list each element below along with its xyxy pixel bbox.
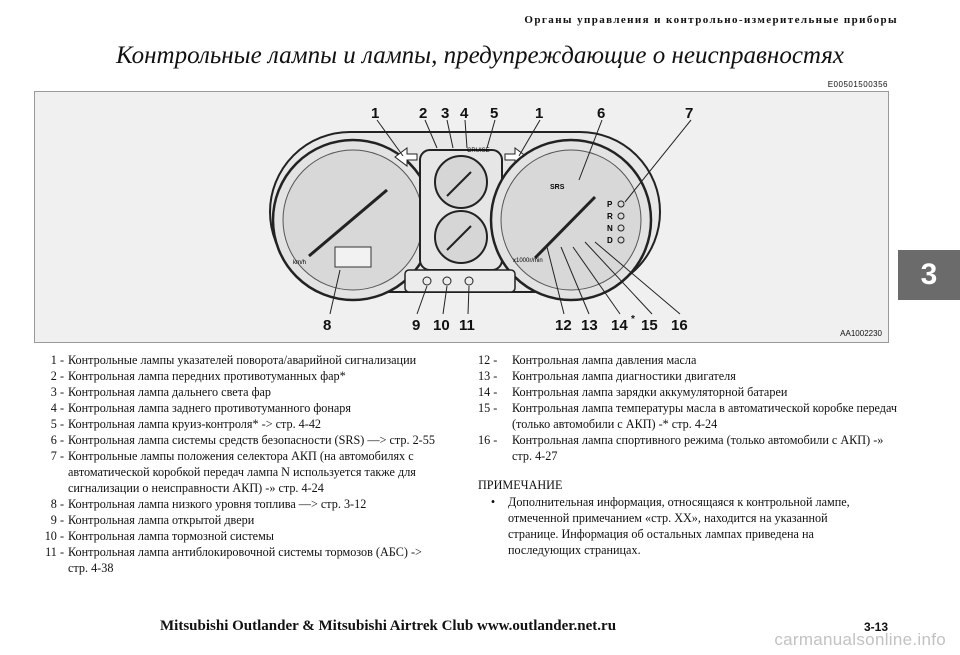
callout-1-left: 1 (371, 105, 380, 122)
list-item: 2 - Контрольная лампа передних противотуманных фар* (50, 369, 346, 383)
callout-asterisk: * (631, 314, 635, 325)
speedometer-display (335, 247, 371, 267)
note-body: Дополнительная информация, относящаяся к контрольной лампе, отмеченной примечанием «стр. ХХ», находится на указанной странице. Информация об остальных лампах приведена на последующих страницах. (508, 495, 850, 557)
watermark: carmanualsonline.info (774, 630, 946, 649)
callout-16: 16 (671, 317, 688, 334)
list-item: 16 - Контрольная лампа спортивного режима (только автомобили с АКП) -» стр. 4-27 (478, 433, 884, 463)
callout-5: 5 (490, 105, 499, 122)
list-item: 8 - Контрольная лампа низкого уровня топлива —> стр. 3-12 (50, 497, 367, 511)
note-bullet: • (490, 495, 496, 509)
instrument-cluster-figure (34, 91, 889, 343)
callout-14: 14 (611, 317, 628, 334)
cruise-label: CRUISE (467, 148, 490, 154)
svg-text:P: P (607, 200, 613, 209)
svg-text:N: N (607, 224, 613, 233)
chapter-tab: 3 (898, 250, 960, 300)
callout-11: 11 (459, 317, 475, 334)
callout-9: 9 (412, 317, 421, 334)
footer-club-link[interactable]: Mitsubishi Outlander & Mitsubishi Airtrek Club www.outlander.net.ru (160, 618, 617, 634)
callout-1-right: 1 (535, 105, 544, 122)
note-text (478, 494, 878, 558)
list-item: 13 - Контрольная лампа диагностики двигателя (478, 369, 736, 383)
lamp-list-left (40, 352, 440, 576)
callout-8: 8 (323, 317, 332, 334)
page-number: 3-13 (863, 620, 888, 634)
list-item: 3 - Контрольная лампа дальнего света фар (50, 385, 272, 399)
list-item: 6 - Контрольная лампа системы средств безопасности (SRS) —> стр. 2-55 (50, 433, 435, 447)
list-item: 15 - Контрольная лампа температуры масла в автоматической коробке передач (только автомобили с АКП) -* стр. 4-24 (478, 401, 898, 431)
note-title: ПРИМЕЧАНИЕ (478, 478, 563, 492)
document-code: E00501500356 (827, 80, 888, 89)
svg-text:D: D (607, 236, 613, 245)
tach-unit-label: x1000r/min (513, 258, 543, 264)
list-item: 14 - Контрольная лампа зарядки аккумуляторной батареи (478, 385, 788, 399)
list-item: 9 - Контрольная лампа открытой двери (50, 513, 255, 527)
callout-13: 13 (581, 317, 598, 334)
page-title: Контрольные лампы и лампы, предупреждающие о неисправностях (115, 42, 844, 69)
callout-2: 2 (419, 105, 428, 122)
callout-7: 7 (685, 105, 694, 122)
callout-3: 3 (441, 105, 450, 122)
callout-10: 10 (433, 317, 450, 334)
list-item: 12 - Контрольная лампа давления масла (478, 353, 697, 367)
list-item: 11 - Контрольная лампа антиблокировочной системы тормозов (АБС) -> стр. 4-38 (45, 545, 422, 575)
svg-text:R: R (607, 212, 613, 221)
callout-12: 12 (555, 317, 572, 334)
instrument-cluster-illustration (35, 92, 888, 342)
list-item: 1 - Контрольные лампы указателей поворота/аварийной сигнализации (50, 353, 417, 367)
list-item: 10 - Контрольная лампа тормозной системы (44, 529, 274, 543)
callout-15: 15 (641, 317, 658, 334)
list-item: 7 - Контрольные лампы положения селектора АКП (на автомобилях с автоматической коробкой передач лампа N используется также для сигнализации о неисправности АКП) -» стр. 4-24 (50, 449, 416, 495)
lamp-list-right (478, 352, 898, 464)
callout-6: 6 (597, 105, 606, 122)
figure-code: AA1002230 (840, 329, 882, 338)
list-item: 5 - Контрольная лампа круиз-контроля* -> стр. 4-42 (50, 417, 322, 431)
warning-lamp-strip (405, 270, 515, 292)
header-title: Органы управления и контрольно-измерительные приборы (524, 14, 898, 26)
speed-unit-label: km/h (293, 260, 307, 266)
srs-label: SRS (550, 184, 565, 191)
callout-4: 4 (460, 105, 469, 122)
list-item: 4 - Контрольная лампа заднего противотуманного фонаря (50, 401, 351, 415)
